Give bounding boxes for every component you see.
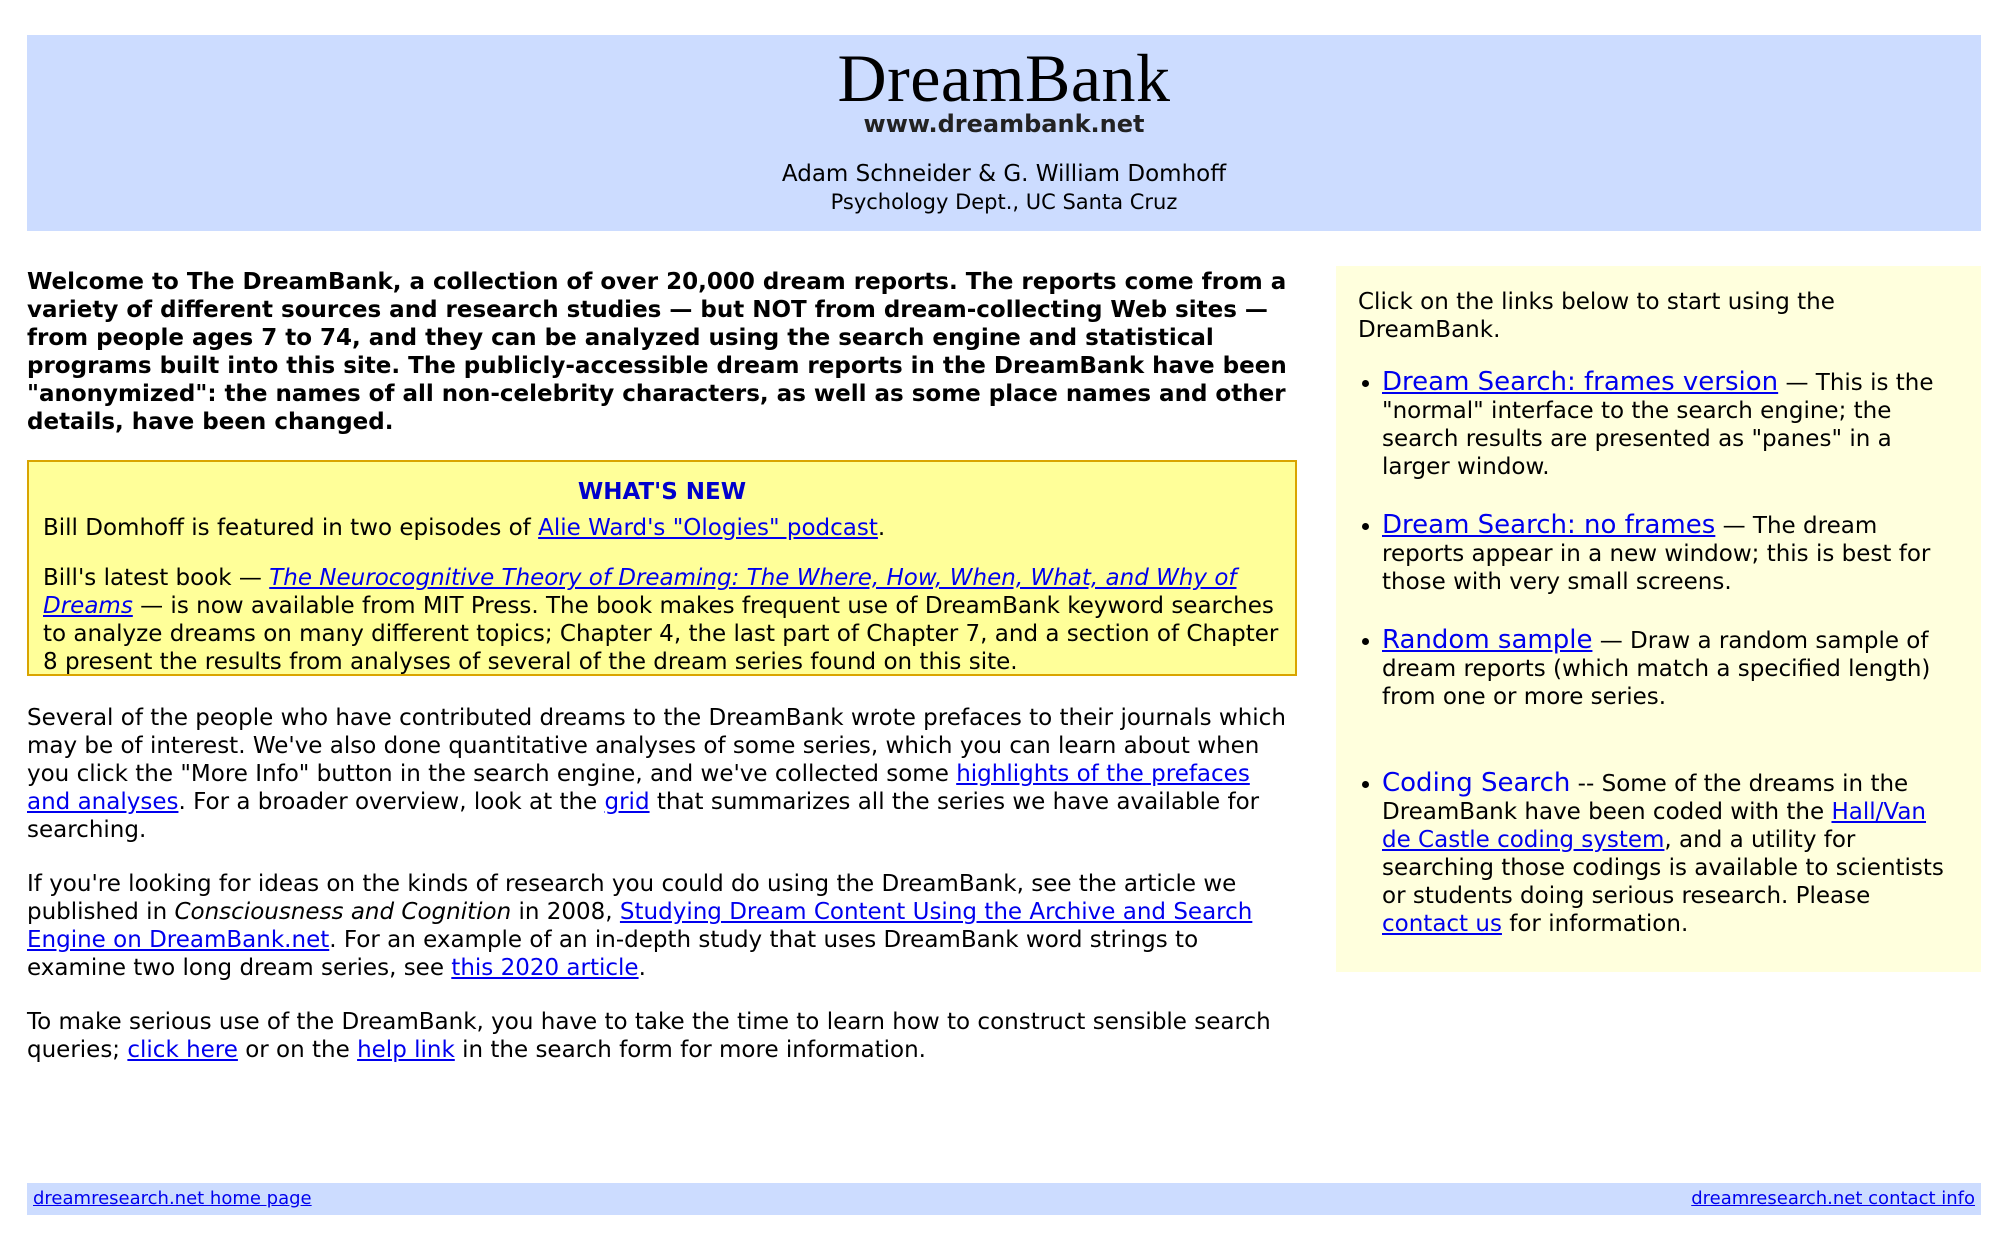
dream-search-no-frames-link[interactable]: Dream Search: no frames <box>1382 510 1716 540</box>
prefaces-paragraph <box>27 704 1293 844</box>
paragraph-text: Several of the people who have contributed dreams to the DreamBank wrote prefaces to their journals which may be of interest. We've also done quantitative analyses of some series, which you can learn about when you click the "More Info" button in the search engine, and we've collected some <box>27 705 1286 787</box>
paragraph-text: that summarizes all the series we have available for searching. <box>27 789 1260 843</box>
list-item <box>1382 626 1959 711</box>
list-item <box>1382 769 1959 938</box>
help-link[interactable]: help link <box>357 1037 455 1063</box>
site-authors: Adam Schneider & G. William Domhoff <box>781 161 1227 187</box>
click-here-link[interactable]: click here <box>127 1037 238 1063</box>
list-item <box>1382 511 1959 596</box>
news-item-podcast <box>43 514 1281 542</box>
paragraph-text: or on the <box>237 1037 358 1063</box>
site-department: Psychology Dept., UC Santa Cruz <box>830 190 1178 214</box>
paragraph-text: . For an example of an in-depth study that uses DreamBank word strings to examine two long dream series, see <box>27 927 1199 981</box>
intro-paragraph: Welcome to The DreamBank, a collection of over 20,000 dream reports. The reports come from a variety of different sources and research studies — but NOT from dream-collecting Web sites — from people ages 7 to 74, and they can be analyzed using the search engine and statistical programs built into this site. The publicly-accessible dream reports in the DreamBank have been "anonymized": the names of all non-celebrity characters, as well as some place names and other details, have been changed. <box>27 269 1287 435</box>
home-page-link[interactable]: dreamresearch.net home page <box>33 1188 312 1209</box>
coding-search-link[interactable]: Coding Search <box>1382 768 1571 798</box>
site-logo-title: DreamBank <box>837 40 1171 116</box>
news-text: — is now available from MIT Press. The book makes frequent use of DreamBank keyword searches to analyze dreams on many different topics; Chapter 4, the last part of Chapter 7, and a section of Chapter 8 present the results from analyses of several of the dream series found on this site. <box>43 593 1279 675</box>
site-header <box>27 35 1981 231</box>
research-ideas-paragraph <box>27 870 1293 982</box>
journal-name: Consciousness and Cognition <box>174 899 512 925</box>
dream-search-frames-link[interactable]: Dream Search: frames version <box>1382 367 1779 397</box>
whats-new-title: WHAT'S NEW <box>577 479 747 505</box>
site-footer <box>27 1183 1981 1215</box>
list-item-text: , and a utility for searching those codings is available to scientists or students doing serious research. Please <box>1382 827 1944 909</box>
news-text: Bill Domhoff is featured in two episodes of <box>43 515 539 541</box>
ologies-podcast-link[interactable]: Alie Ward's "Ologies" podcast <box>538 515 878 541</box>
paragraph-text: If you're looking for ideas on the kinds of research you could do using the DreamBank, see the article we published in <box>27 871 1237 925</box>
random-sample-link[interactable]: Random sample <box>1382 625 1593 655</box>
news-text: Bill's latest book — <box>43 565 270 591</box>
paragraph-text: in 2008, <box>511 899 620 925</box>
studying-dream-content-link[interactable]: Studying Dream Content Using the Archive and Search Engine on DreamBank.net <box>27 899 1253 953</box>
sidebar <box>1336 266 1981 972</box>
book-link[interactable]: The Neurocognitive Theory of Dreaming: The Where, How, When, What, and Why of Dreams <box>43 565 1237 619</box>
list-item-text: — This is the "normal" interface to the search engine; the search results are presented as "panes" in a larger window. <box>1382 370 1934 480</box>
paragraph-text: . <box>638 955 646 981</box>
contact-us-link[interactable]: contact us <box>1382 911 1502 937</box>
list-item-text: -- Some of the dreams in the DreamBank have been coded with the <box>1382 771 1909 825</box>
list-item-text: — Draw a random sample of dream reports (which match a specified length) from one or more series. <box>1382 628 1931 710</box>
paragraph-text: . For a broader overview, look at the <box>178 789 605 815</box>
article-2020-link[interactable]: this 2020 article <box>451 955 639 981</box>
sidebar-lead: Click on the links below to start using the DreamBank. <box>1358 289 1835 343</box>
list-item-text: — The dream reports appear in a new window; this is best for those with very small screens. <box>1382 513 1931 595</box>
paragraph-text: To make serious use of the DreamBank, you have to take the time to learn how to construct sensible search queries; <box>27 1009 1271 1063</box>
highlights-link[interactable]: highlights of the prefaces and analyses <box>27 761 1250 815</box>
sidebar-link-list <box>1358 368 1959 938</box>
list-item-text: for information. <box>1501 911 1689 937</box>
search-help-paragraph <box>27 1008 1293 1064</box>
hall-van-de-castle-link[interactable]: Hall/Van de Castle coding system <box>1382 799 1927 853</box>
main-content <box>27 268 1293 1064</box>
paragraph-text: in the search form for more information. <box>454 1037 926 1063</box>
news-item-book <box>43 564 1281 676</box>
site-url: www.dreambank.net <box>863 110 1145 138</box>
whats-new-box <box>27 460 1297 676</box>
list-item <box>1382 368 1959 481</box>
contact-info-link[interactable]: dreamresearch.net contact info <box>1691 1188 1975 1209</box>
grid-link[interactable]: grid <box>604 789 650 815</box>
news-text: . <box>877 515 886 541</box>
